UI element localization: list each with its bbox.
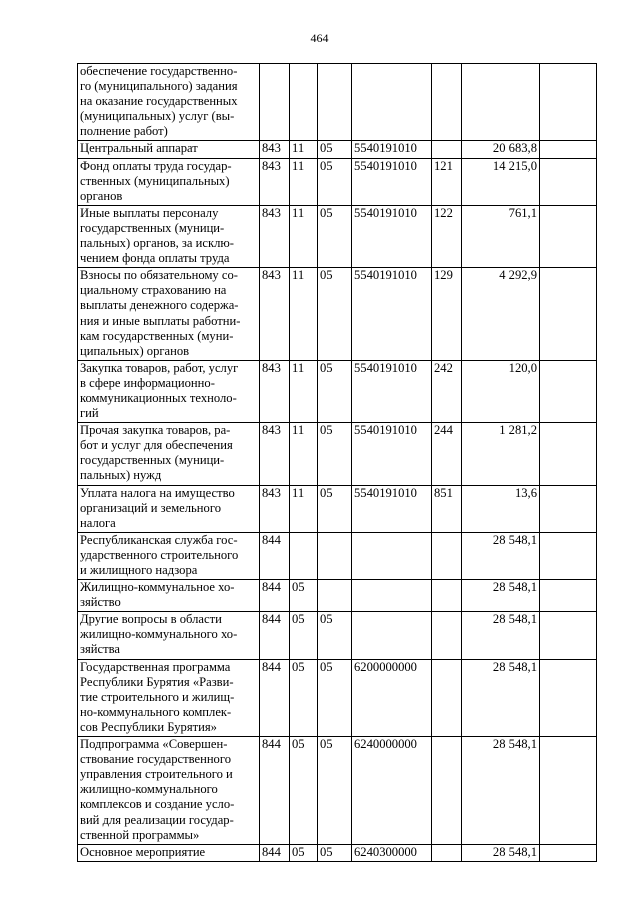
item-name-line: полнение работ) [80, 124, 168, 139]
ved-code-cell: 844 [260, 737, 290, 845]
item-name-cell [78, 360, 260, 422]
table-row [78, 64, 597, 141]
target-article-cell: 5540191010 [352, 205, 432, 267]
item-name-line: пальных) нужд [80, 468, 162, 483]
section-code-cell: 11 [290, 423, 318, 485]
table-row [78, 141, 597, 158]
item-name-line: на оказание государственных [80, 94, 238, 109]
extra-cell [540, 141, 597, 158]
item-name-line: Подпрограмма «Совершен- [80, 737, 228, 752]
extra-cell [540, 844, 597, 861]
section-code-cell: 11 [290, 158, 318, 205]
item-name-line: ственной программы» [80, 827, 200, 842]
item-name-line: Уплата налога на имущество [80, 485, 235, 500]
section-code-cell: 11 [290, 485, 318, 532]
table-row [78, 659, 597, 736]
item-name-cell [78, 158, 260, 205]
target-article-cell: 6200000000 [352, 659, 432, 736]
ved-code-cell: 844 [260, 659, 290, 736]
amount-cell: 1 281,2 [462, 423, 540, 485]
item-name-cell [78, 64, 260, 141]
extra-cell [540, 205, 597, 267]
item-name-cell [78, 141, 260, 158]
item-name-line: Прочая закупка товаров, ра- [80, 423, 231, 438]
amount-cell: 120,0 [462, 360, 540, 422]
extra-cell [540, 158, 597, 205]
extra-cell [540, 423, 597, 485]
item-name-line: но-коммунального комплек- [80, 704, 232, 719]
item-name-line: бот и услуг для обеспечения [80, 438, 233, 453]
amount-cell: 13,6 [462, 485, 540, 532]
target-article-cell [352, 64, 432, 141]
table-row [78, 532, 597, 579]
expense-type-cell [432, 844, 462, 861]
amount-cell: 761,1 [462, 205, 540, 267]
section-code-cell: 05 [290, 737, 318, 845]
extra-cell [540, 64, 597, 141]
subsection-code-cell: 05 [318, 612, 352, 659]
expense-type-cell: 851 [432, 485, 462, 532]
item-name-line: Фонд оплаты труда государ- [80, 158, 232, 173]
section-code-cell [290, 64, 318, 141]
table-row [78, 580, 597, 612]
section-code-cell: 05 [290, 612, 318, 659]
target-article-cell: 6240300000 [352, 844, 432, 861]
table-row [78, 268, 597, 361]
subsection-code-cell [318, 64, 352, 141]
item-name-line: жилищно-коммунального [80, 782, 218, 797]
item-name-line: Другие вопросы в области [80, 612, 222, 627]
item-name-line: Взносы по обязательному со- [80, 268, 238, 283]
subsection-code-cell: 05 [318, 141, 352, 158]
table-row [78, 158, 597, 205]
item-name-line: (муниципальных) услуг (вы- [80, 109, 235, 124]
target-article-cell [352, 532, 432, 579]
item-name-line: Основное мероприятие [80, 844, 206, 859]
target-article-cell [352, 612, 432, 659]
extra-cell [540, 737, 597, 845]
subsection-code-cell: 05 [318, 844, 352, 861]
table-row [78, 360, 597, 422]
table-row [78, 612, 597, 659]
expense-type-cell [432, 64, 462, 141]
expense-type-cell [432, 612, 462, 659]
item-name-line: вий для реализации государ- [80, 812, 234, 827]
subsection-code-cell: 05 [318, 659, 352, 736]
ved-code-cell: 844 [260, 532, 290, 579]
subsection-code-cell: 05 [318, 423, 352, 485]
ved-code-cell: 843 [260, 141, 290, 158]
target-article-cell [352, 580, 432, 612]
target-article-cell: 5540191010 [352, 360, 432, 422]
item-name-line: Республиканская служба гос- [80, 532, 238, 547]
ved-code-cell [260, 64, 290, 141]
amount-cell: 14 215,0 [462, 158, 540, 205]
item-name-line: ственных (муниципальных) [80, 173, 230, 188]
subsection-code-cell: 05 [318, 158, 352, 205]
expense-type-cell: 242 [432, 360, 462, 422]
amount-cell: 4 292,9 [462, 268, 540, 361]
section-code-cell: 05 [290, 580, 318, 612]
item-name-line: ципальных) органов [80, 343, 190, 358]
subsection-code-cell: 05 [318, 268, 352, 361]
item-name-line: Государственная программа [80, 659, 231, 674]
expense-type-cell [432, 659, 462, 736]
item-name-line: коммуникационных техноло- [80, 390, 237, 405]
amount-cell: 28 548,1 [462, 659, 540, 736]
item-name-line: управления строительного и [80, 767, 233, 782]
section-code-cell: 11 [290, 360, 318, 422]
item-name-line: Жилищно-коммунальное хо- [80, 580, 235, 595]
expense-type-cell [432, 580, 462, 612]
subsection-code-cell: 05 [318, 360, 352, 422]
target-article-cell: 6240000000 [352, 737, 432, 845]
table-row [78, 844, 597, 861]
table-row [78, 737, 597, 845]
subsection-code-cell: 05 [318, 485, 352, 532]
expense-type-cell: 121 [432, 158, 462, 205]
target-article-cell: 5540191010 [352, 141, 432, 158]
subsection-code-cell: 05 [318, 205, 352, 267]
subsection-code-cell: 05 [318, 737, 352, 845]
item-name-line: ния и иные выплаты работни- [80, 313, 241, 328]
item-name-line: сов Республики Бурятия» [80, 719, 217, 734]
expense-type-cell [432, 737, 462, 845]
budget-table-body [78, 64, 597, 862]
section-code-cell: 05 [290, 659, 318, 736]
target-article-cell: 5540191010 [352, 423, 432, 485]
item-name-cell [78, 423, 260, 485]
extra-cell [540, 268, 597, 361]
extra-cell [540, 612, 597, 659]
item-name-line: Иные выплаты персоналу [80, 205, 219, 220]
item-name-line: циальному страхованию на [80, 283, 227, 298]
item-name-line: Центральный аппарат [80, 141, 198, 156]
item-name-line: ствование государственного [80, 752, 232, 767]
expense-type-cell: 129 [432, 268, 462, 361]
extra-cell [540, 360, 597, 422]
item-name-line: организаций и земельного [80, 500, 221, 515]
item-name-cell [78, 268, 260, 361]
subsection-code-cell [318, 580, 352, 612]
amount-cell: 28 548,1 [462, 737, 540, 845]
extra-cell [540, 580, 597, 612]
table-row [78, 205, 597, 267]
section-code-cell: 11 [290, 141, 318, 158]
item-name-cell [78, 485, 260, 532]
ved-code-cell: 843 [260, 205, 290, 267]
item-name-line: органов [80, 188, 123, 203]
item-name-line: в сфере информационно- [80, 375, 215, 390]
target-article-cell: 5540191010 [352, 268, 432, 361]
item-name-line: и жилищного надзора [80, 563, 198, 577]
item-name-line: ударственного строительного [80, 547, 239, 562]
table-row [78, 423, 597, 485]
item-name-line: государственных (муници- [80, 220, 225, 235]
subsection-code-cell [318, 532, 352, 579]
item-name-line: зяйства [80, 642, 120, 657]
item-name-cell [78, 612, 260, 659]
section-code-cell: 11 [290, 205, 318, 267]
item-name-line: Республики Бурятия «Разви- [80, 674, 234, 689]
section-code-cell [290, 532, 318, 579]
item-name-line: тие строительного и жилищ- [80, 689, 235, 704]
budget-table [77, 63, 597, 862]
expense-type-cell: 244 [432, 423, 462, 485]
page-number: 464 [310, 31, 329, 45]
ved-code-cell: 843 [260, 268, 290, 361]
amount-cell: 28 548,1 [462, 580, 540, 612]
item-name-line: Закупка товаров, работ, услуг [80, 360, 239, 375]
target-article-cell: 5540191010 [352, 158, 432, 205]
expense-type-cell [432, 141, 462, 158]
ved-code-cell: 843 [260, 423, 290, 485]
item-name-line: гий [80, 406, 99, 421]
item-name-cell [78, 580, 260, 612]
target-article-cell: 5540191010 [352, 485, 432, 532]
item-name-cell [78, 532, 260, 579]
item-name-line: чением фонда оплаты труда [80, 251, 230, 266]
extra-cell [540, 659, 597, 736]
item-name-cell [78, 737, 260, 845]
item-name-line: налога [80, 515, 116, 530]
item-name-cell [78, 844, 260, 861]
item-name-line: комплексов и создание усло- [80, 797, 235, 812]
amount-cell [462, 64, 540, 141]
ved-code-cell: 844 [260, 844, 290, 861]
item-name-line: государственных (муници- [80, 453, 225, 468]
extra-cell [540, 485, 597, 532]
item-name-line: го (муниципального) задания [80, 79, 238, 94]
item-name-cell [78, 205, 260, 267]
ved-code-cell: 844 [260, 580, 290, 612]
item-name-line: пальных) органов, за исклю- [80, 236, 234, 251]
expense-type-cell [432, 532, 462, 579]
amount-cell: 28 548,1 [462, 844, 540, 861]
ved-code-cell: 843 [260, 485, 290, 532]
expense-type-cell: 122 [432, 205, 462, 267]
section-code-cell: 05 [290, 844, 318, 861]
item-name-cell [78, 659, 260, 736]
amount-cell: 28 548,1 [462, 612, 540, 659]
ved-code-cell: 843 [260, 360, 290, 422]
ved-code-cell: 843 [260, 158, 290, 205]
section-code-cell: 11 [290, 268, 318, 361]
extra-cell [540, 532, 597, 579]
item-name-line: обеспечение государственно- [80, 64, 238, 78]
item-name-line: кам государственных (муни- [80, 328, 234, 343]
ved-code-cell: 844 [260, 612, 290, 659]
table-row [78, 485, 597, 532]
item-name-line: выплаты денежного содержа- [80, 298, 239, 313]
amount-cell: 28 548,1 [462, 532, 540, 579]
item-name-line: жилищно-коммунального хо- [80, 627, 238, 642]
amount-cell: 20 683,8 [462, 141, 540, 158]
item-name-line: зяйство [80, 595, 121, 610]
